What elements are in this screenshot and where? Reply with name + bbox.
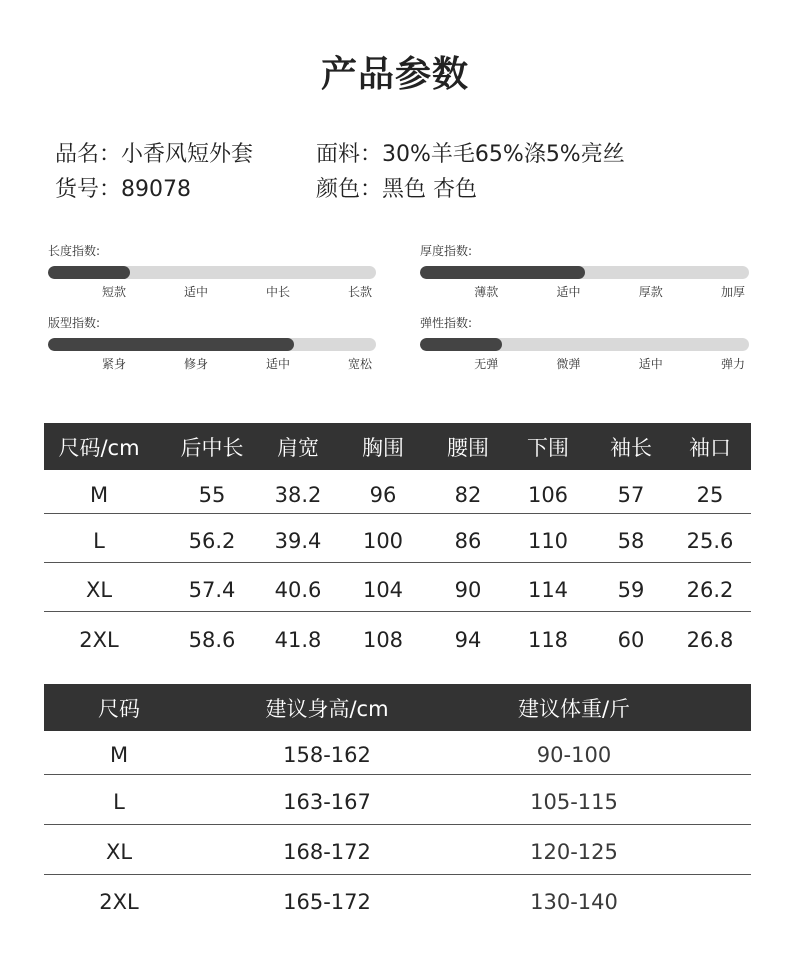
sleeve-length-cell: 57 xyxy=(617,482,645,507)
index-scale xyxy=(48,357,376,371)
header-weight: 建议体重/斤 xyxy=(517,696,631,721)
index-label: 长度指数: xyxy=(48,244,101,258)
size-cell: L xyxy=(113,789,125,814)
shoulder-cell: 40.6 xyxy=(274,578,322,602)
info-value: 黑色 杏色 xyxy=(382,177,478,202)
index-scale xyxy=(420,357,749,371)
table-row xyxy=(44,775,751,825)
info-color xyxy=(316,175,477,205)
chest-cell: 104 xyxy=(362,578,404,602)
index-label: 弹性指数: xyxy=(420,316,473,330)
weight-cell: 120-125 xyxy=(530,839,618,864)
back-length-cell: 55 xyxy=(198,482,226,507)
elasticity-index xyxy=(420,315,749,371)
index-scale xyxy=(420,285,749,299)
length-index xyxy=(48,243,376,299)
scale-label: 无弹 xyxy=(474,357,499,371)
index-fill xyxy=(420,266,585,279)
size-cell: M xyxy=(89,482,109,507)
recommend-table xyxy=(44,684,751,924)
info-item-number xyxy=(55,175,191,205)
info-product-name xyxy=(55,140,253,170)
table-row xyxy=(44,731,751,775)
scale-label: 短款 xyxy=(101,285,126,299)
waist-cell: 86 xyxy=(454,529,482,553)
size-cell: XL xyxy=(105,839,133,864)
header-hem: 下围 xyxy=(527,435,569,460)
header-height: 建议身高/cm xyxy=(265,696,389,721)
scale-label: 弹力 xyxy=(720,357,745,371)
header-back-length: 后中长 xyxy=(180,435,244,460)
scale-label: 微弹 xyxy=(556,357,581,371)
info-label: 面料： xyxy=(316,142,383,167)
height-cell: 158-162 xyxy=(283,742,371,767)
table-row xyxy=(44,612,751,661)
header-size: 尺码/cm xyxy=(58,435,140,460)
index-track xyxy=(48,338,376,351)
header-size: 尺码 xyxy=(98,696,140,721)
index-fill xyxy=(420,338,502,351)
scale-label: 适中 xyxy=(265,357,290,371)
hem-cell: 118 xyxy=(527,627,569,652)
back-length-cell: 58.6 xyxy=(188,627,236,652)
shoulder-cell: 39.4 xyxy=(274,529,322,553)
waist-cell: 90 xyxy=(454,578,482,602)
back-length-cell: 56.2 xyxy=(188,529,236,553)
table-row xyxy=(44,875,751,924)
weight-cell: 130-140 xyxy=(530,889,618,914)
table-row xyxy=(44,825,751,875)
chest-cell: 96 xyxy=(369,482,397,507)
sleeve-length-cell: 58 xyxy=(617,529,645,553)
table-row xyxy=(44,514,751,563)
size-cell: L xyxy=(93,529,105,553)
scale-label: 宽松 xyxy=(347,357,372,371)
index-fill xyxy=(48,266,130,279)
height-cell: 168-172 xyxy=(283,839,371,864)
info-value: 30%羊毛65%涤5%亮丝 xyxy=(382,142,625,167)
sleeve-length-cell: 59 xyxy=(617,578,645,602)
index-track xyxy=(420,266,749,279)
table-row xyxy=(44,563,751,612)
weight-cell: 105-115 xyxy=(530,789,618,814)
scale-label: 修身 xyxy=(183,357,208,371)
index-label: 版型指数: xyxy=(48,316,101,330)
info-value: 89078 xyxy=(121,177,192,202)
chest-cell: 108 xyxy=(362,627,404,652)
info-value: 小香风短外套 xyxy=(121,142,254,167)
table-row xyxy=(44,470,751,514)
size-table-header xyxy=(44,423,751,470)
index-label: 厚度指数: xyxy=(420,244,473,258)
cuff-cell: 25 xyxy=(696,482,724,507)
index-track xyxy=(420,338,749,351)
scale-label: 长款 xyxy=(347,285,372,299)
size-cell: 2XL xyxy=(99,889,139,914)
cuff-cell: 25.6 xyxy=(686,529,734,553)
index-scale xyxy=(48,285,376,299)
hem-cell: 106 xyxy=(527,482,569,507)
back-length-cell: 57.4 xyxy=(188,578,236,602)
size-cell: XL xyxy=(85,578,113,602)
cuff-cell: 26.2 xyxy=(686,578,734,602)
info-fabric xyxy=(316,140,625,170)
chest-cell: 100 xyxy=(362,529,404,553)
thickness-index xyxy=(420,243,749,299)
fit-index xyxy=(48,315,376,371)
hem-cell: 110 xyxy=(527,529,569,553)
waist-cell: 94 xyxy=(454,627,482,652)
index-fill xyxy=(48,338,294,351)
header-shoulder: 肩宽 xyxy=(277,435,319,460)
scale-label: 加厚 xyxy=(720,285,745,299)
header-waist: 腰围 xyxy=(447,435,489,460)
cuff-cell: 26.8 xyxy=(686,627,734,652)
info-label: 货号： xyxy=(55,177,122,202)
header-cuff: 袖口 xyxy=(689,435,731,460)
size-table xyxy=(44,423,751,661)
scale-label: 厚款 xyxy=(638,285,663,299)
scale-label: 适中 xyxy=(638,357,663,371)
size-cell: M xyxy=(109,742,129,767)
header-sleeve-length: 袖长 xyxy=(610,435,652,460)
scale-label: 薄款 xyxy=(474,285,499,299)
height-cell: 165-172 xyxy=(283,889,371,914)
info-label: 品名： xyxy=(55,142,122,167)
shoulder-cell: 38.2 xyxy=(274,482,322,507)
header-chest: 胸围 xyxy=(362,435,404,460)
page-title: 产品参数 xyxy=(320,54,469,95)
info-label: 颜色： xyxy=(316,177,383,202)
scale-label: 紧身 xyxy=(101,357,126,371)
scale-label: 适中 xyxy=(556,285,581,299)
index-track xyxy=(48,266,376,279)
height-cell: 163-167 xyxy=(283,789,371,814)
shoulder-cell: 41.8 xyxy=(274,627,322,652)
scale-label: 中长 xyxy=(265,285,290,299)
size-cell: 2XL xyxy=(79,627,119,652)
recommend-table-header xyxy=(44,684,751,731)
sleeve-length-cell: 60 xyxy=(617,627,645,652)
weight-cell: 90-100 xyxy=(536,742,612,767)
scale-label: 适中 xyxy=(183,285,208,299)
hem-cell: 114 xyxy=(527,578,569,602)
waist-cell: 82 xyxy=(454,482,482,507)
